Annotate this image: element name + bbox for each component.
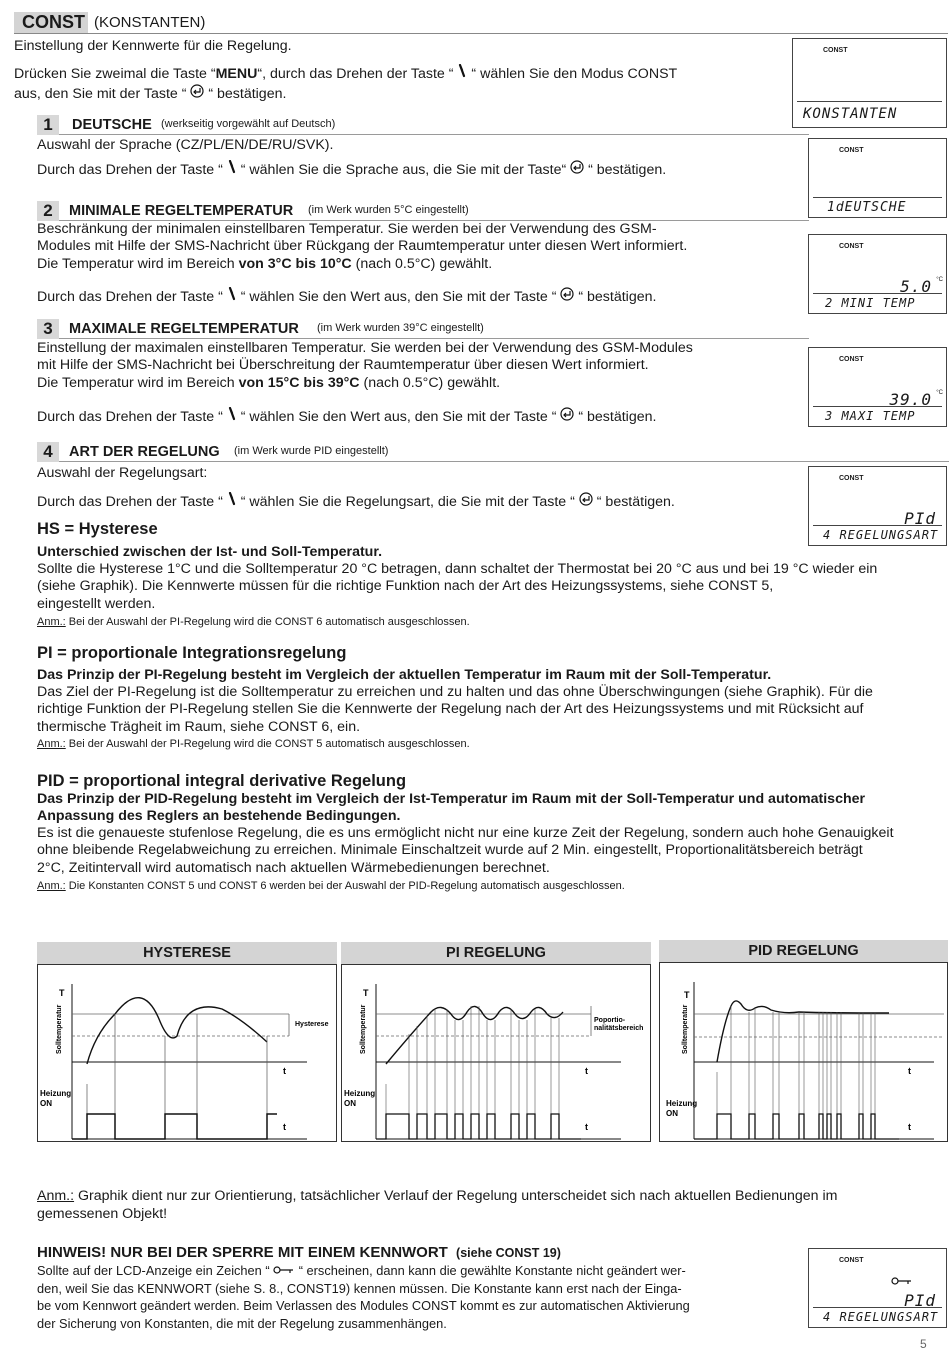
section-title-4: ART DER REGELUNG	[69, 444, 220, 460]
hinweis-text: Sollte auf der LCD-Anzeige ein Zeichen “ “ erscheinen, dann kann die gewählte Konstante nicht geändert wer- den, weil Sie das KENNWORT (siehe S. 8., CONST19) kennen müssen. Die Konstante kann erst nach der Einga- be vom Kennwort geändert werden. Beim Verlassen des Modules CONST kommt es zur automatischen Aktivierung der Sicherung von Konstanten, die mit der Regelung zusammenhängen.	[37, 1263, 690, 1331]
pid-text-2: ohne bleibende Regelabweichung zu erreichen. Minimale Einschaltzeit wurde auf 2 Min. eingestellt, Proportionalitätsbereich beträgt	[37, 842, 863, 858]
section-note-4: (im Werk wurde PID eingestellt)	[234, 445, 389, 457]
hs-bold: Unterschied zwischen der Ist- und Soll-Temperatur.	[37, 544, 383, 560]
lcd-value: PId	[904, 1291, 936, 1310]
on-label: ON	[40, 1099, 52, 1108]
heizung-label: Heizung	[666, 1099, 698, 1108]
lcd-divider	[813, 197, 942, 198]
key-icon	[273, 1262, 295, 1280]
section-divider-3	[59, 338, 809, 339]
lcd-value: PId	[904, 509, 936, 528]
page-title: CONST	[22, 12, 85, 32]
axis-time-1: t	[283, 1066, 286, 1076]
heizung-label: Heizung	[344, 1089, 376, 1098]
chart-pi-plot	[341, 964, 651, 1142]
lcd-unit: °C	[936, 277, 943, 283]
section-text-2c: Die Temperatur wird im Bereich von 3°C bis 10°C (nach 0.5°C) gewählt.	[37, 256, 493, 272]
lcd-divider	[813, 525, 942, 526]
lcd-caption: CONST	[839, 1257, 864, 1264]
chart-pid	[659, 940, 948, 1142]
lcd-display-deutsche	[808, 138, 947, 218]
enter-icon	[560, 287, 574, 307]
section-number-2: 2	[37, 201, 59, 221]
hs-note: Anm.: Bei der Auswahl der PI-Regelung wird die CONST 6 automatisch ausgeschlossen.	[37, 616, 470, 628]
enter-icon	[560, 407, 574, 427]
section-number-3: 3	[37, 319, 59, 339]
pi-text-1: Das Ziel der PI-Regelung ist die Solltemperatur zu erreichen und zu halten und das ohne Überschwingungen (siehe Graphik). Für die	[37, 684, 873, 700]
header-divider	[14, 33, 948, 34]
section-note-3: (im Werk wurden 39°C eingestellt)	[317, 322, 484, 334]
lcd-display-regelungsart	[808, 466, 947, 546]
intro-instruction: Drücken Sie zweimal die Taste “MENU“, durch das Drehen der Taste “ “ wählen Sie den Modus CONST aus, den Sie mit der Taste “ “ bestätigen.	[14, 66, 678, 102]
section-divider-1	[59, 134, 809, 135]
section-text-3a: Einstellung der maximalen einstellbaren Temperatur. Sie werden bei der Verwendung des GSM-Modules	[37, 340, 693, 356]
axis-ylabel: Solltemperatur	[56, 1004, 63, 1054]
section-title-3: MAXIMALE REGELTEMPERATUR	[69, 321, 299, 337]
axis-time-1: t	[908, 1066, 911, 1076]
lcd-text: 2 MINI TEMP	[825, 296, 916, 310]
lcd-display-konstanten	[792, 38, 947, 128]
section-text-2d: Durch das Drehen der Taste “ “ wählen Sie den Wert aus, den Sie mit der Taste “ “ bestätigen.	[37, 289, 657, 305]
knob-icon	[227, 160, 237, 180]
section-title-2: MINIMALE REGELTEMPERATUR	[69, 203, 294, 219]
hinweis-title: HINWEIS! NUR BEI DER SPERRE MIT EINEM KENNWORT (siehe CONST 19)	[37, 1244, 561, 1261]
knob-icon	[227, 407, 237, 427]
hs-text-2: (siehe Graphik). Die Kennwerte müssen für die richtige Funktion nach der Art des Heizungssystems, siehe CONST 5,	[37, 578, 774, 594]
section-title-1: DEUTSCHE	[72, 117, 152, 133]
menu-key-label: MENU	[215, 66, 258, 82]
chart-pi	[341, 942, 651, 1142]
lcd-caption: CONST	[839, 475, 864, 482]
axis-ylabel: Solltemperatur	[360, 1004, 367, 1054]
lcd-display-mini-temp	[808, 234, 947, 314]
axis-ylabel: Solltemperatur	[682, 1004, 689, 1054]
lcd-display-maxi-temp	[808, 347, 947, 427]
hs-text-1: Sollte die Hysterese 1°C und die Solltemperatur 20 °C betragen, dann schaltet der Thermostat bei 20 °C aus und bei 19 °C wieder ein	[37, 561, 878, 577]
pid-bold-2: Anpassung des Reglers an bestehende Bedingungen.	[37, 808, 401, 824]
pi-note: Anm.: Bei der Auswahl der PI-Regelung wird die CONST 5 automatisch ausgeschlossen.	[37, 738, 470, 750]
chart-pid-plot	[659, 962, 948, 1142]
section-text-1a: Auswahl der Sprache (CZ/PL/EN/DE/RU/SVK).	[37, 137, 334, 153]
section-note-1: (werkseitig vorgewählt auf Deutsch)	[161, 118, 336, 130]
section-text-3d: Durch das Drehen der Taste “ “ wählen Sie den Wert aus, den Sie mit der Taste “ “ bestätigen.	[37, 409, 657, 425]
lcd-text: 4 REGELUNGSART	[823, 528, 939, 542]
axis-t: T	[59, 988, 65, 998]
chart-hysterese-plot	[37, 964, 337, 1142]
chart-hysterese	[37, 942, 337, 1142]
lcd-divider	[797, 101, 942, 102]
chart-title-pid: PID REGELUNG	[659, 940, 948, 962]
on-label: ON	[666, 1109, 678, 1118]
chart-title-hysterese: HYSTERESE	[37, 942, 337, 964]
knob-icon	[227, 287, 237, 307]
hs-text-3: eingestellt werden.	[37, 596, 156, 612]
key-icon	[891, 1273, 913, 1291]
lcd-text: 1dEUTSCHE	[827, 200, 907, 215]
lcd-divider	[813, 1307, 942, 1308]
section-text-3c: Die Temperatur wird im Bereich von 15°C bis 39°C (nach 0.5°C) gewählt.	[37, 375, 501, 391]
axis-time-1: t	[585, 1066, 588, 1076]
hysterese-label: Hysterese	[295, 1021, 329, 1028]
intro-text: Einstellung der Kennwerte für die Regelung.	[14, 38, 292, 54]
lcd-text: KONSTANTEN	[803, 106, 898, 122]
pid-text-3: 2°C, Zeitintervall wird automatisch nach aktuellen Wärmebedienungen berechnet.	[37, 860, 550, 876]
knob-icon	[227, 492, 237, 512]
lcd-text: 4 REGELUNGSART	[823, 1310, 939, 1324]
axis-t: T	[363, 988, 369, 998]
lcd-caption: CONST	[839, 243, 864, 250]
pid-note: Anm.: Die Konstanten CONST 5 und CONST 6 werden bei der Auswahl der PID-Regelung automatisch ausgeschlossen.	[37, 880, 625, 892]
on-label: ON	[344, 1099, 356, 1108]
enter-icon	[579, 492, 593, 512]
lcd-caption: CONST	[839, 356, 864, 363]
axis-t: T	[684, 990, 690, 1000]
section-note-2: (im Werk wurden 5°C eingestellt)	[308, 204, 469, 216]
lcd-value: 39.0	[889, 390, 932, 409]
page-subtitle: (KONSTANTEN)	[94, 14, 206, 31]
page-number: 5	[920, 1337, 927, 1351]
lcd-divider	[813, 293, 942, 294]
pi-heading: PI = proportionale Integrationsregelung	[37, 644, 347, 662]
lcd-caption: CONST	[839, 147, 864, 154]
section-text-2b: Modules mit Hilfe der SMS-Nachricht über Rückgang der Raumtemperatur unter diesen Wert informiert.	[37, 238, 688, 254]
graph-note: Anm.: Graphik dient nur zur Orientierung, tatsächlicher Verlauf der Regelung unterscheidet sich nach aktuellen Bedienungen im gemessenen Objekt!	[37, 1188, 838, 1222]
enter-icon	[190, 84, 204, 104]
pid-heading: PID = proportional integral derivative Regelung	[37, 772, 407, 790]
section-text-3b: mit Hilfe der SMS-Nachricht bei Überschreitung der Raumtemperatur über diesen Wert informiert.	[37, 357, 649, 373]
section-text-2a: Beschränkung der minimalen einstellbaren Temperatur. Sie werden bei der Verwendung des GSM-	[37, 221, 657, 237]
pid-text-1: Es ist die genaueste stufenlose Regelung, die es uns ermöglicht nicht nur eine kurze Zeit der Regelung, sondern auch hohe Genauigkeit	[37, 825, 894, 841]
lcd-divider	[813, 406, 942, 407]
lcd-value: 5.0	[900, 277, 932, 296]
prop-label-1: Poportio-	[594, 1017, 626, 1024]
lcd-unit: °C	[936, 390, 943, 396]
pi-bold: Das Prinzip der PI-Regelung besteht im Vergleich der aktuellen Temperatur im Raum mit der Soll-Temperatur.	[37, 667, 772, 683]
prop-label-2: nalitätsbereich	[594, 1025, 644, 1032]
axis-time-2: t	[585, 1122, 588, 1132]
chart-title-pi: PI REGELUNG	[341, 942, 651, 964]
pid-bold-1: Das Prinzip der PID-Regelung besteht im Vergleich der Ist-Temperatur im Raum mit der Soll-Temperatur und automatischer	[37, 791, 866, 807]
section-number-1: 1	[37, 115, 59, 135]
lcd-caption: CONST	[823, 47, 848, 54]
lcd-text: 3 MAXI TEMP	[825, 409, 916, 423]
knob-icon	[457, 64, 467, 84]
pi-text-3: thermische Trägheit im Raum, siehe CONST 6, ein.	[37, 719, 361, 735]
section-text-1b: Durch das Drehen der Taste “ “ wählen Sie die Sprache aus, die Sie mit der Taste“ “ bestätigen.	[37, 162, 667, 178]
section-number-4: 4	[37, 442, 59, 462]
hs-heading: HS = Hysterese	[37, 520, 158, 538]
axis-time-2: t	[283, 1122, 286, 1132]
enter-icon	[570, 160, 584, 180]
pi-text-2: richtige Funktion der PI-Regelung stellen Sie die Kennwerte der Regelung nach der Art des Heizungssystems und mit Rücksicht auf	[37, 701, 864, 717]
section-divider-4	[59, 461, 949, 462]
section-text-4a: Auswahl der Regelungsart:	[37, 465, 208, 481]
section-text-4b: Durch das Drehen der Taste “ “ wählen Sie die Regelungsart, die Sie mit der Taste “ “ bestätigen.	[37, 494, 675, 510]
lcd-display-locked	[808, 1248, 947, 1328]
heizung-label: Heizung	[40, 1089, 72, 1098]
axis-time-2: t	[908, 1122, 911, 1132]
